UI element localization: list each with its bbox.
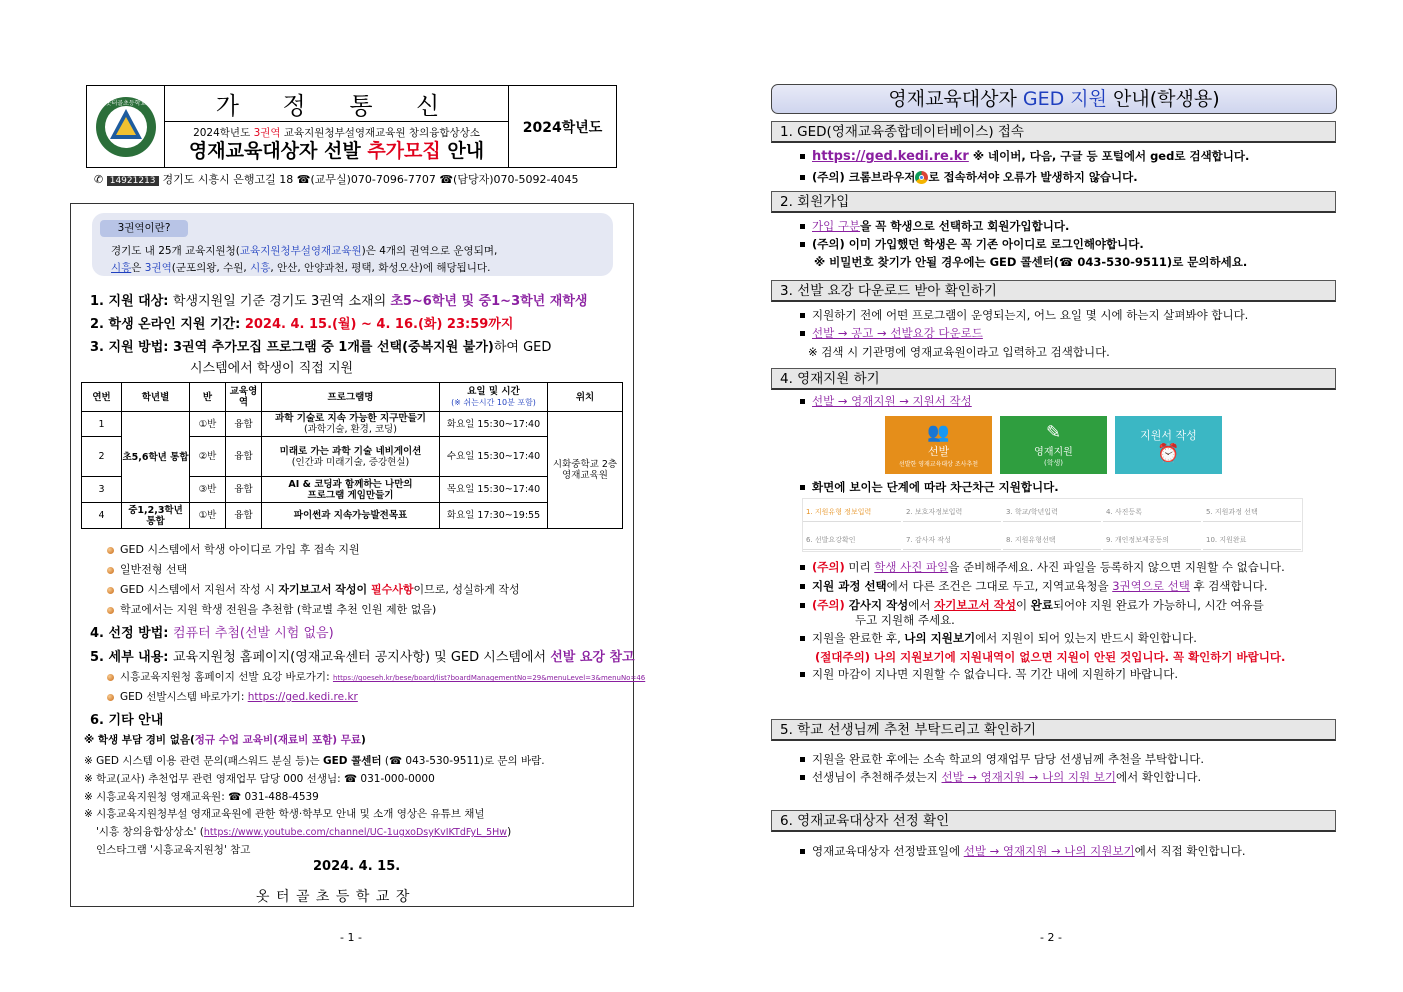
note-line: '시흥 창의융합상상소' (https://www.youtube.com/channel/UC-1ugxoDsyKvIKTdFyL_5Hw) [96,826,512,838]
col-header-class: 반 [190,383,226,412]
list-item: 지원하기 전에 어떤 프로그램이 운영되는지, 어느 요일 몇 시에 하는지 살펴봐야 합니다. [800,307,1248,323]
table-row: 4 중1,2,3학년 통합 ①반 융합 파이썬과 지속가능발전목표 화요일 17:30~19:55 [82,503,623,529]
ged-link[interactable]: https://ged.kedi.re.kr [247,691,358,703]
header-main-title: 영재교육대상자 선발 추가모집 안내 [188,140,485,162]
step-item: 2. 보호자정보입력 [903,502,1001,522]
section-header-5: 5. 학교 선생님께 추천 부탁드리고 확인하기 [771,719,1336,741]
list-item: 지원을 완료한 후, 나의 지원보기에서 지원이 되어 있는지 반드시 확인합니다. [800,630,1197,646]
note-line: ※ GED 시스템 이용 관련 문의(패스워드 분실 등)는 GED 콜센터 (☎ 043-530-9511)로 문의 바람. [84,755,545,767]
item-method: 3. 지원 방법: 3권역 추가모집 프로그램 중 1개를 선택(중복지원 불가)하여 GED [90,340,552,355]
bullet-item: GED 선발시스템 바로가기: https://ged.kedi.re.kr [107,689,358,704]
ged-url-link[interactable]: https://ged.kedi.re.kr [812,149,969,164]
table-row: 1 초5,6학년 통합 ①반 융합 과학 기술로 지속 가능한 지구만들기 (과학기술, 환경, 코딩) 화요일 15:30~17:40 시화중학교 2층 영재교육원 [82,412,623,437]
note-line: ※ 시흥교육지원청부설 영재교육원에 관한 학생·학부모 안내 및 소개 영상은 유튜브 채널 [84,808,485,820]
list-item: 가입 구분을 꼭 학생으로 선택하고 회원가입합니다. [800,218,1069,234]
list-item: (주의) 미리 학생 사진 파일을 준비해주세요. 사진 파일을 등록하지 않으면 지원할 수 없습니다. [800,559,1285,575]
newsletter-title: 가 정 통 신 [165,86,508,122]
list-item: (절대주의) 나의 지원보기에 지원내역이 없으면 지원이 안된 것입니다. 꼭 확인하기 바랍니다. [815,650,1286,664]
phone-icon: ✆ [94,173,107,186]
region-info-line1: 경기도 내 25개 교육지원청(교육지원청부설영재교육원)은 4개의 권역으로 운영되며, [111,245,498,257]
header-subtitle: 2024학년도 3권역 교육지원청부설영재교육원 창의융합상상소 [193,127,480,139]
step-item: 1. 지원유형 정보입력 [803,502,901,522]
chrome-icon [915,171,928,184]
col-header-no: 연번 [82,383,122,412]
bullet-icon [107,674,114,681]
list-item: 선발 → 영재지원 → 지원서 작성 [800,393,972,409]
list-item: 선생님이 추천해주셨는지 선발 → 영재지원 → 나의 지원 보기에서 확인합니다. [800,769,1201,785]
clock-document-icon: ⏰ [1157,442,1180,464]
item-details: 5. 세부 내용: 교육지원청 홈페이지(영재교육센터 공지사항) 및 GED 시스템에서 선발 요강 참고 [90,650,635,665]
bullet-item: 학교에서는 지원 학생 전원을 추천함 (학교별 추천 인원 제한 없음) [107,601,436,617]
page-number: - 1 - [340,931,362,944]
item-etc: 6. 기타 안내 [90,713,164,728]
item-method-line2: 시스템에서 학생이 직접 지원 [190,361,354,376]
bullet-icon [107,547,114,554]
note-line: ※ 시흥교육지원청 영재교육원: ☎ 031-488-4539 [84,791,319,803]
list-item: 화면에 보이는 단계에 따라 차근차근 지원합니다. [800,479,1059,495]
apply-menu-icon: ✎ 영재지원 (학생) [1000,416,1107,474]
bullet-icon [107,567,114,574]
goeseh-link[interactable]: https://goeseh.kr/bese/board/list?boardManagementNo=29&menuLevel=3&menuNo=46 [332,674,646,682]
step-item: 5. 지원과정 선택 [1203,502,1301,522]
note-line: ※ 학생 부담 경비 없음(정규 수업 교육비(재료비 포함) 무료) [84,734,366,746]
school-logo [87,86,165,167]
list-item: ※ 검색 시 기관명에 영재교육원이라고 입력하고 검색합니다. [808,345,1110,359]
step-item: 7. 감사자 작성 [903,530,1001,550]
bullet-item: GED 시스템에서 지원서 작성 시 자기보고서 작성이 필수사항이므로, 성실하게 작성 [107,581,520,597]
col-header-time: 요일 및 시간 (※ 쉬는시간 10분 포함) [440,383,548,412]
step-item: 8. 지원유형선택 [1003,530,1101,550]
col-header-grade: 학년별 [122,383,190,412]
col-header-program: 프로그램명 [262,383,440,412]
application-form-icon: 지원서 작성 ⏰ [1115,416,1222,474]
item-period: 2. 학생 온라인 지원 기간: 2024. 4. 15.(월) ~ 4. 16.(화) 23:59까지 [90,317,514,332]
section-header-3: 3. 선발 요강 다운로드 받아 확인하기 [771,280,1336,302]
step-item: 3. 학교/학년입력 [1003,502,1101,522]
list-item: (주의) 감사지 작성에서 자기보고서 작성이 완료되어야 지원 완료가 가능하니, 시간 여유를 [800,597,1264,613]
section-header-2: 2. 회원가입 [771,191,1336,213]
step-item: 6. 선발요강확인 [803,530,901,550]
bullet-item: 일반전형 선택 [107,561,187,577]
item-target: 1. 지원 대상: 학생지원일 기준 경기도 3권역 소재의 초5~6학년 및 중1~3학년 재학생 [90,294,588,309]
table-row: 2 ②반 융합 미래로 가는 과학 기술 네비게이션 (인간과 미래기술, 증강현실) 수요일 15:30~17:40 [82,437,623,477]
group-people-icon: 👥 [927,422,950,443]
list-item: (주의) 이미 가입했던 학생은 꼭 기존 아이디로 로그인해야합니다. [800,236,1144,252]
item-selection: 4. 선정 방법: 컴퓨터 추첨(선발 시험 없음) [90,626,334,641]
bullet-item: GED 시스템에서 학생 아이디로 가입 후 접속 지원 [107,541,360,557]
grade-group-middle: 중1,2,3학년 통합 [122,503,190,529]
grade-group-elem: 초5,6학년 통합 [122,412,190,503]
bullet-item: 시흥교육지원청 홈페이지 선발 요강 바로가기: https://goeseh.kr/bese/board/list?boardManagementNo=29&menuLevel=3&menuNo=46 [107,669,645,684]
youtube-link[interactable]: https://www.youtube.com/channel/UC-1ugxoDsyKvIKTdFyL_5Hw [203,827,508,838]
select-menu-icon: 👥 선발 선발한 영재교육대상 조사추천 [885,416,992,474]
col-header-area: 교육영역 [226,383,262,412]
col-header-location: 위치 [548,383,623,412]
header-year: 2024학년도 [522,119,603,136]
step-screenshot [802,498,1303,552]
pencil-icon: ✎ [1045,422,1062,443]
region-info-line2: 시흥은 3권역(군포의왕, 수원, 시흥, 안산, 안양과천, 평택, 화성오산)에 해당됩니다. [111,262,491,274]
list-item: 지원 과정 선택에서 다른 조건은 그대로 두고, 지역교육청을 3권역으로 선택 후 검색합니다. [800,578,1268,594]
list-item: ※ 비밀번호 찾기가 안될 경우에는 GED 콜센터(☎ 043-530-9511)로 문의하세요. [814,255,1248,269]
guide-title: 영재교육대상자 GED 지원 안내(학생용) [771,84,1337,114]
bullet-icon [107,694,114,701]
note-line: ※ 학교(교사) 추천업무 관련 영재업무 담당 000 선생님: ☎ 031-000-0000 [84,773,435,785]
table-row: 3 ③반 융합 AI & 코딩과 함께하는 나만의 프로그램 게임만들기 목요일 15:30~17:40 [82,477,623,503]
section-header-4: 4. 영재지원 하기 [771,368,1336,390]
list-item: 선발 → 공고 → 선발요강 다운로드 [800,325,983,341]
list-item: 지원 마감이 지나면 지원할 수 없습니다. 꼭 기간 내에 지원하기 바랍니다. [800,666,1178,682]
list-item: (주의) 크롬브라우저 로 접속하셔야 오류가 발생하지 않습니다. [800,169,1138,185]
school-address: ✆ 14921213 경기도 시흥시 은행고길 18 ☎(교무실)070-7096-7707 ☎(담당자)070-5092-4045 [94,173,579,186]
svg-text:옷터골초등학교: 옷터골초등학교 [105,99,146,107]
issue-date: 2024. 4. 15. [313,859,401,874]
newsletter-header [86,85,617,168]
bullet-icon [107,607,114,614]
section-header-6: 6. 영재교육대상자 선정 확인 [771,810,1336,832]
section-header-1: 1. GED(영재교육종합데이터베이스) 접속 [771,121,1336,143]
program-table [81,382,623,529]
list-item: https://ged.kedi.re.kr ※ 네이버, 다음, 구글 등 포털에서 ged로 검색합니다. [800,148,1249,164]
step-item: 10. 지원완료 [1203,530,1301,550]
step-item: 4. 사진등록 [1103,502,1201,522]
note-line: 인스타그램 '시흥교육지원청' 참고 [96,844,251,856]
list-item: 지원을 완료한 후에는 소속 학교의 영재업무 담당 선생님께 추천을 부탁합니다. [800,751,1204,767]
page-number: - 2 - [1040,931,1062,944]
location-cell: 시화중학교 2층 영재교육원 [548,412,623,529]
step-item: 9. 개인정보제공동의 [1103,530,1201,550]
region-info-tag: 3권역이란? [100,220,188,237]
principal-signature: 옷 터 골 초 등 학 교 장 [256,889,411,905]
list-item: 두고 지원해 주세요. [855,613,955,627]
bullet-icon [107,587,114,594]
list-item: 영재교육대상자 선정발표일에 선발 → 영재지원 → 나의 지원보기에서 직접 확인합니다. [800,843,1246,859]
